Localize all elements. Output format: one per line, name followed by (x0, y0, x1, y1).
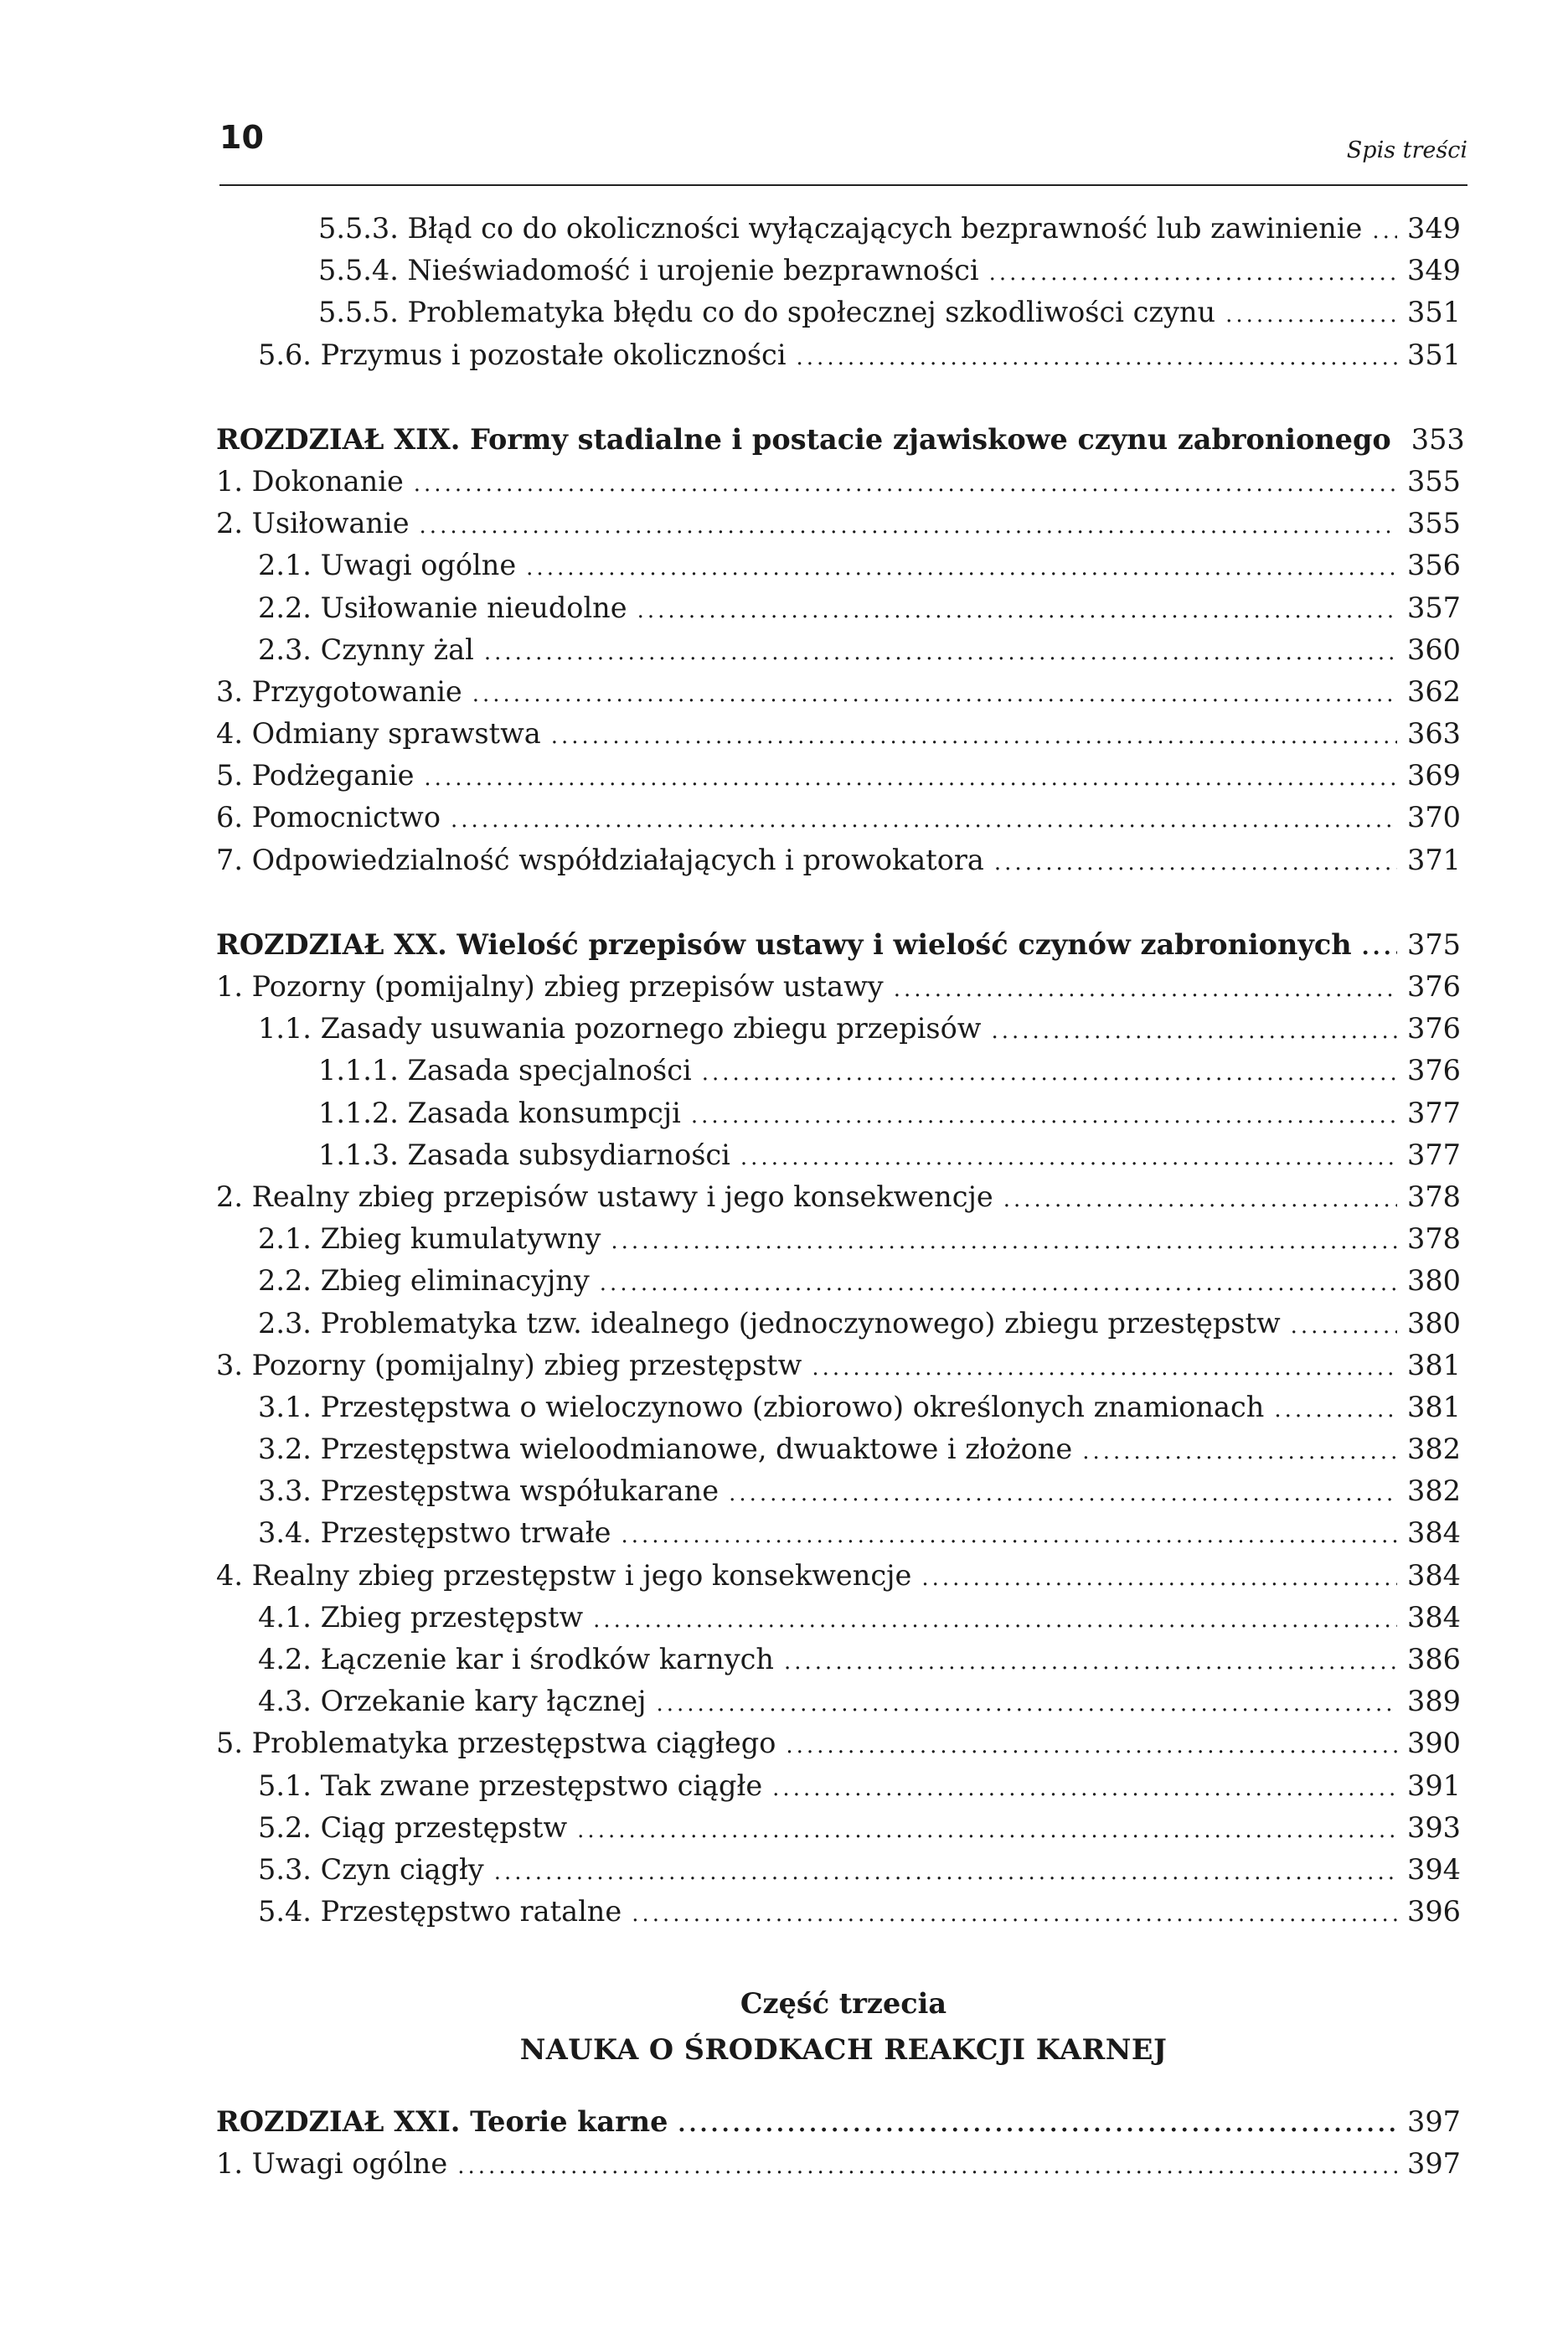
part-heading (219, 1980, 1467, 2073)
toc-page-number: 369 (1407, 759, 1461, 793)
toc-entry (216, 713, 1461, 755)
toc-entry (216, 1512, 1461, 1554)
toc-entry (216, 671, 1461, 713)
toc-page-number: 386 (1407, 1643, 1461, 1675)
dot-leader (420, 505, 1398, 547)
toc-page-number: 349 (1407, 212, 1461, 245)
dot-leader (577, 1810, 1397, 1851)
toc-entry-title: 2.3. Czynny żal (258, 632, 474, 666)
toc-entry (216, 503, 1461, 545)
section-gap (216, 376, 1461, 419)
toc-entry-title: 3. Pozorny (pomijalny) zbieg przestępstw (216, 1348, 802, 1381)
toc-entry-title: 3.3. Przestępstwa współukarane (258, 1474, 720, 1508)
toc-page-number: 382 (1407, 1474, 1461, 1508)
dot-leader (1082, 1431, 1397, 1473)
toc-entry (216, 1345, 1461, 1386)
toc-page-number: 397 (1407, 2105, 1461, 2138)
toc-page-number: 357 (1407, 591, 1461, 624)
toc-page-number: 376 (1407, 1012, 1461, 1046)
toc-entry-title: 7. Odpowiedzialność współdziałających i prowokatora (216, 843, 984, 876)
toc-page-number: 376 (1407, 1054, 1461, 1087)
dot-leader (1362, 927, 1397, 968)
toc-entry (216, 2143, 1461, 2185)
toc-entry (216, 797, 1461, 839)
toc-entry (216, 334, 1461, 376)
toc-entry-title: 2.1. Uwagi ogólne (258, 549, 517, 582)
dot-leader (894, 968, 1397, 1010)
toc-page-number: 353 (1411, 422, 1465, 456)
dot-leader (1225, 294, 1397, 336)
toc-page-number: 380 (1407, 1306, 1461, 1340)
page-header (219, 116, 1467, 186)
toc-entry-title: 5.3. Czyn ciągły (258, 1852, 484, 1886)
toc-page-number: 384 (1407, 1600, 1461, 1634)
dot-leader (484, 632, 1397, 674)
dot-leader (472, 674, 1397, 715)
toc-entry (216, 545, 1461, 586)
toc-entry-title: ROZDZIAŁ XX. Wielość przepisów ustawy i wielość czynów zabronionych (216, 927, 1352, 961)
toc-entry (216, 839, 1461, 881)
toc-entry-title: 1.1.3. Zasada subsydiarności (318, 1138, 730, 1171)
toc-entry-title: 2.3. Problematyka tzw. idealnego (jednoczynowego) zbiegu przestępstw (258, 1306, 1281, 1340)
toc-page-number: 356 (1407, 549, 1461, 582)
toc-page-number: 362 (1407, 674, 1461, 708)
toc-entry-title: 5.5.3. Błąd co do okoliczności wyłączających bezprawność lub zawinienie (318, 212, 1363, 245)
dot-leader (1291, 1305, 1397, 1347)
toc-entry (216, 461, 1461, 503)
toc-page-number: 397 (1407, 2147, 1461, 2181)
toc-entry (216, 250, 1461, 292)
toc-entry-title: 4.2. Łączenie kar i środków karnych (258, 1643, 774, 1675)
toc-entry (216, 1597, 1461, 1639)
dot-leader (457, 2145, 1397, 2187)
dot-leader (637, 590, 1397, 632)
toc-entry (216, 1176, 1461, 1218)
toc-entry (216, 1470, 1461, 1512)
dot-leader (784, 1641, 1397, 1683)
toc-entry-title: 2. Usiłowanie (216, 507, 410, 540)
toc-entry-title: 2.1. Zbieg kumulatywny (258, 1222, 601, 1256)
toc-page-number: 376 (1407, 970, 1461, 1003)
table-of-contents-continued (216, 2101, 1461, 2185)
toc-page-number: 394 (1407, 1852, 1461, 1886)
running-head: Spis treści (1346, 137, 1467, 163)
toc-entry-title: 2. Realny zbieg przepisów ustawy i jego konsekwencje (216, 1180, 993, 1213)
dot-leader (786, 1725, 1397, 1767)
toc-page-number: 351 (1407, 296, 1461, 329)
toc-entry-title: 5. Problematyka przestępstwa ciągłego (216, 1727, 776, 1760)
toc-entry-title: 5.5.5. Problematyka błędu co do społecznej szkodliwości czynu (318, 296, 1216, 329)
dot-leader (772, 1768, 1397, 1810)
dot-leader (632, 1893, 1397, 1935)
toc-page-number: 378 (1407, 1180, 1461, 1213)
toc-page-number: 384 (1407, 1516, 1461, 1550)
toc-page-number: 381 (1407, 1390, 1461, 1423)
toc-page-number: 349 (1407, 254, 1461, 287)
toc-entry (216, 587, 1461, 629)
toc-entry (216, 292, 1461, 333)
dot-leader (600, 1262, 1397, 1304)
toc-entry-title: 5.5.4. Nieświadomość i urojenie bezprawności (318, 254, 979, 287)
dot-leader (424, 757, 1397, 799)
toc-entry-title: 2.2. Usiłowanie nieudolne (258, 591, 627, 624)
dot-leader (526, 547, 1397, 589)
toc-entry-title: 5.2. Ciąg przestępstw (258, 1810, 568, 1844)
toc-page-number: 377 (1407, 1096, 1461, 1129)
dot-leader (656, 1683, 1397, 1725)
toc-entry (216, 1849, 1461, 1891)
toc-entry-title: 4. Odmiany sprawstwa (216, 717, 541, 751)
toc-entry-title: 3.2. Przestępstwa wieloodmianowe, dwuaktowe i złożone (258, 1433, 1073, 1466)
toc-entry-title: 5.1. Tak zwane przestępstwo ciągłe (258, 1768, 763, 1802)
table-of-contents (216, 208, 1465, 1933)
dot-leader (991, 1010, 1397, 1052)
toc-entry-title: 3.1. Przestępstwa o wieloczynowo (zbiorowo) określonych znamionach (258, 1390, 1265, 1423)
dot-leader (678, 2104, 1397, 2145)
toc-entry-title: 1.1.2. Zasada konsumpcji (318, 1096, 681, 1129)
toc-entry (216, 755, 1461, 797)
toc-entry-title: 5. Podżeganie (216, 759, 415, 793)
toc-chapter-entry (216, 419, 1465, 461)
toc-entry-title: 6. Pomocnictwo (216, 801, 441, 834)
toc-entry-title: 1. Uwagi ogólne (216, 2147, 448, 2181)
toc-page-number: 355 (1407, 464, 1461, 498)
part-title: Część trzecia (740, 1987, 947, 2020)
dot-leader (494, 1851, 1397, 1893)
toc-page-number: 384 (1407, 1558, 1461, 1592)
toc-page-number: 360 (1407, 632, 1461, 666)
toc-entry-title: 5.4. Przestępstwo ratalne (258, 1895, 622, 1928)
toc-page-number: 363 (1407, 717, 1461, 751)
dot-leader (729, 1473, 1397, 1515)
dot-leader (994, 842, 1397, 884)
dot-leader (989, 252, 1397, 294)
toc-page-number: 355 (1407, 507, 1461, 540)
toc-entry (216, 966, 1461, 1008)
toc-entry (216, 208, 1461, 250)
toc-entry-title: 1.1.1. Zasada specjalności (318, 1054, 692, 1087)
toc-entry-title: 4. Realny zbieg przestępstw i jego konsekwencje (216, 1558, 912, 1592)
toc-page-number: 378 (1407, 1222, 1461, 1256)
toc-page-number: 370 (1407, 801, 1461, 834)
dot-leader (551, 715, 1397, 757)
dot-leader (921, 1557, 1397, 1599)
dot-leader (414, 463, 1397, 505)
toc-entry (216, 1765, 1461, 1807)
toc-page-number: 390 (1407, 1727, 1461, 1760)
dot-leader (691, 1095, 1397, 1137)
dot-leader (702, 1052, 1397, 1094)
part-subtitle: NAUKA O ŚRODKACH REAKCJI KARNEJ (519, 2033, 1168, 2066)
toc-entry (216, 1303, 1461, 1345)
toc-page-number: 377 (1407, 1138, 1461, 1171)
toc-entry-title: 2.2. Zbieg eliminacyjny (258, 1264, 590, 1298)
toc-entry (216, 1555, 1461, 1597)
toc-chapter-entry (216, 924, 1461, 966)
toc-entry-title: 1. Pozorny (pomijalny) zbieg przepisów ustawy (216, 970, 884, 1003)
toc-entry (216, 1386, 1461, 1428)
dot-leader (1372, 210, 1397, 252)
toc-entry (216, 1722, 1461, 1764)
toc-entry (216, 1218, 1461, 1260)
toc-page-number: 380 (1407, 1264, 1461, 1298)
toc-page-number: 351 (1407, 338, 1461, 371)
toc-page-number: 382 (1407, 1433, 1461, 1466)
toc-entry-title: 1. Dokonanie (216, 464, 404, 498)
toc-entry (216, 1891, 1461, 1933)
dot-leader (1003, 1179, 1397, 1221)
toc-entry (216, 629, 1461, 671)
toc-entry-title: 1.1. Zasady usuwania pozornego zbiegu przepisów (258, 1012, 982, 1046)
toc-chapter-entry (216, 2101, 1461, 2143)
toc-entry (216, 1639, 1461, 1681)
dot-leader (611, 1221, 1397, 1262)
dot-leader (621, 1515, 1397, 1557)
toc-page-number: 396 (1407, 1895, 1461, 1928)
toc-page-number: 391 (1407, 1768, 1461, 1802)
dot-leader (812, 1347, 1397, 1389)
toc-page-number: 381 (1407, 1348, 1461, 1381)
toc-entry (216, 1807, 1461, 1849)
toc-entry (216, 1008, 1461, 1050)
page-number: 10 (219, 119, 264, 156)
section-gap (216, 881, 1461, 924)
dot-leader (1274, 1389, 1397, 1431)
toc-entry-title: 5.6. Przymus i pozostałe okoliczności (258, 338, 787, 371)
toc-entry-title: 4.1. Zbieg przestępstw (258, 1600, 584, 1634)
toc-entry (216, 1134, 1461, 1176)
dot-leader (451, 799, 1397, 841)
toc-entry (216, 1092, 1461, 1134)
toc-entry (216, 1260, 1461, 1302)
dot-leader (797, 337, 1398, 379)
toc-entry (216, 1428, 1461, 1470)
toc-entry-title: 3.4. Przestępstwo trwałe (258, 1516, 611, 1550)
toc-entry-title: ROZDZIAŁ XXI. Teorie karne (216, 2105, 668, 2138)
toc-entry-title: 4.3. Orzekanie kary łącznej (258, 1685, 647, 1718)
toc-entry-title: ROZDZIAŁ XIX. Formy stadialne i postacie zjawiskowe czynu zabronionego (216, 422, 1391, 456)
toc-page-number: 389 (1407, 1685, 1461, 1718)
dot-leader (593, 1599, 1397, 1641)
dot-leader (740, 1137, 1397, 1179)
toc-page-number: 393 (1407, 1810, 1461, 1844)
toc-page-number: 371 (1407, 843, 1461, 876)
toc-entry (216, 1050, 1461, 1092)
toc-entry (216, 1681, 1461, 1722)
toc-page-number: 375 (1407, 927, 1461, 961)
toc-entry-title: 3. Przygotowanie (216, 674, 462, 708)
